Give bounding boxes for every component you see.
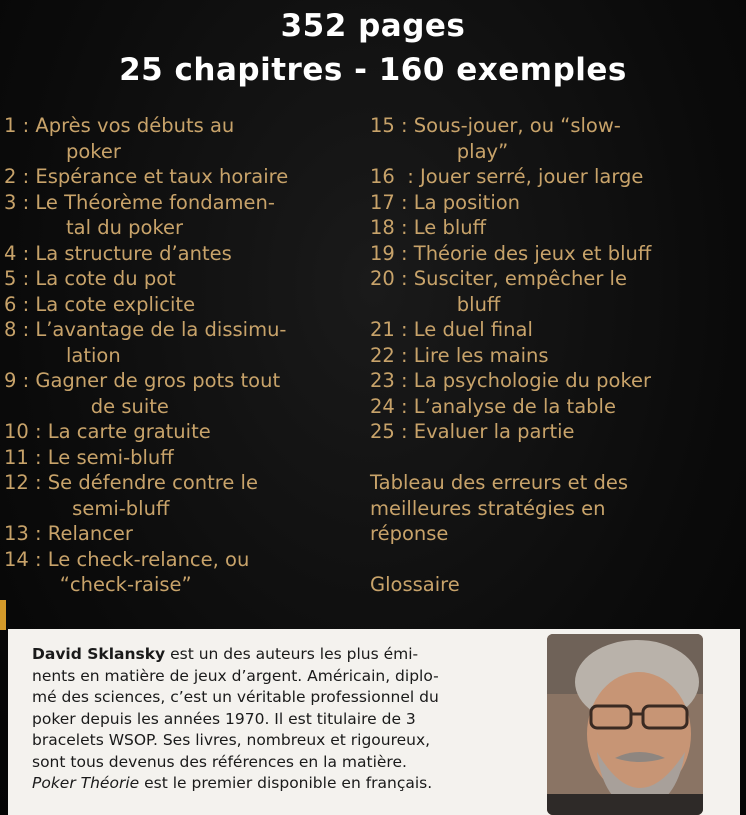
chapter-item: 16 : Jouer serré, jouer large xyxy=(370,165,644,188)
chapter-item: 6 : La cote explicite xyxy=(4,292,196,316)
chapter-item: 17 : La position xyxy=(370,190,521,214)
chapter-item: 23 : La psychologie du poker xyxy=(370,369,652,392)
chapter-item: 18 : Le bluff xyxy=(370,216,487,239)
chapter-item: 22 : Lire les mains xyxy=(370,343,549,367)
chapter-item: 1 : Après vos débuts au poker xyxy=(4,114,235,163)
author-name: David Sklansky xyxy=(32,645,166,663)
chapter-item: 4 : La structure d’antes xyxy=(4,241,232,265)
chapter-item: 13 : Relancer xyxy=(4,522,133,545)
chapter-item: 2 : Espérance et taux horaire xyxy=(4,165,289,188)
chapter-item: 15 : Sous-jouer, ou “slow- play” xyxy=(370,114,621,163)
chapter-list-left xyxy=(4,113,354,598)
error-table-entry: Tableau des erreurs et des meilleures stratégies en réponse xyxy=(370,471,629,545)
author-portrait xyxy=(547,634,703,815)
chapter-item: 20 : Susciter, empêcher le bluff xyxy=(370,267,627,316)
chapter-item: 25 : Evaluer la partie xyxy=(370,420,575,443)
chapter-item: 24 : L’analyse de la table xyxy=(370,394,616,418)
author-bio-text: David Sklansky est un des auteurs les plus émi- nents en matière de jeux d’argent. Américain, diplo- mé des sciences, c’est un véritable professionnel du poker depuis les années 1970. Il est titulaire de 3 bracelets WSOP. Ses livres, nombreux et rigoureux, sont tous devenus des références en la matière. Poker Théorie est le premier disponible en français. xyxy=(32,645,439,792)
book-title: Poker Théorie xyxy=(32,774,140,792)
chapter-item: 19 : Théorie des jeux et bluff xyxy=(370,241,652,265)
chapter-item: 5 : La cote du pot xyxy=(4,267,176,290)
chapter-item: 21 : Le duel final xyxy=(370,318,533,341)
chapter-item: 3 : Le Théorème fondamen- tal du poker xyxy=(4,190,275,239)
chapter-item: 14 : Le check-relance, ou “check-raise” xyxy=(4,547,250,596)
chapter-item: 9 : Gagner de gros pots tout de suite xyxy=(4,369,281,418)
chapter-item: 11 : Le semi-bluff xyxy=(4,445,174,469)
chapter-item: 10 : La carte gratuite xyxy=(4,420,211,443)
chapters-examples-heading: 25 chapitres - 160 exemples xyxy=(119,52,627,88)
chapter-item: 8 : L’avantage de la dissimu- lation xyxy=(4,318,287,367)
accent-bar xyxy=(0,600,6,630)
glossary-entry: Glossaire xyxy=(370,573,460,596)
chapter-item: 12 : Se défendre contre le semi-bluff xyxy=(4,471,258,520)
page-count-heading: 352 pages xyxy=(280,8,466,44)
chapter-list-right xyxy=(370,113,742,598)
